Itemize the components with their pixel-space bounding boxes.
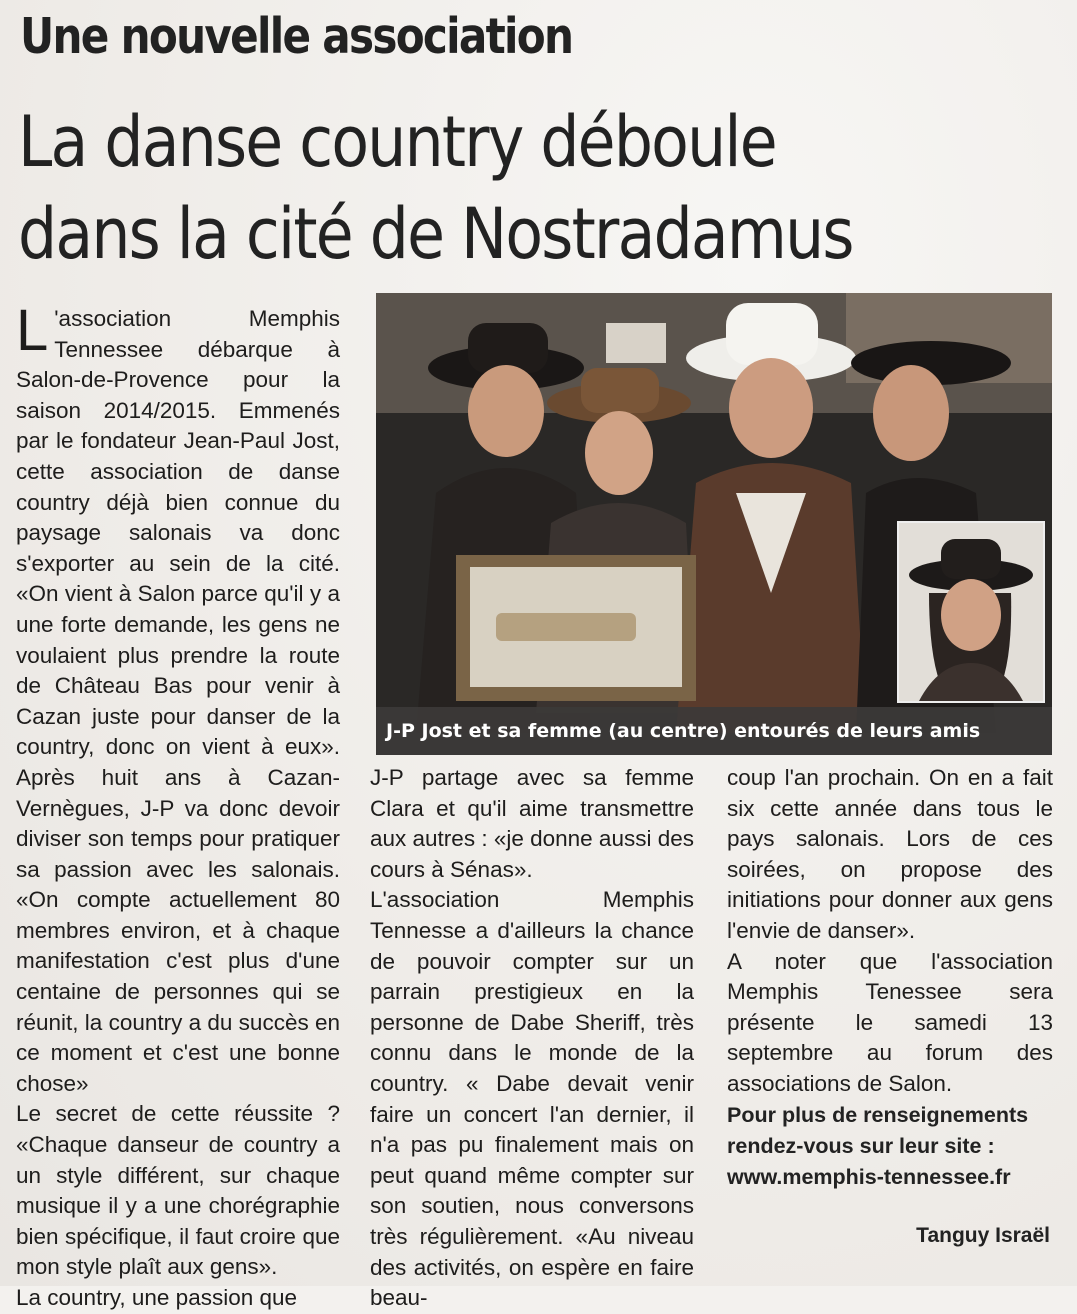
column-1-paragraph-1 bbox=[16, 298, 340, 1099]
drop-cap: L bbox=[16, 298, 49, 363]
photo-caption: J-P Jost et sa femme (au centre) entourés de leurs amis bbox=[376, 707, 1052, 755]
inset-portrait bbox=[897, 521, 1045, 703]
article-column-3 bbox=[727, 763, 1053, 1100]
column-1-text-1: 'association Memphis Tennessee débarque à Salon-de-Provence pour la saison 2014/2015. Emmenés par le fondateur Jean-Paul Jost, cette association de danse country déjà bien connue du paysage salonais va donc s'exporter au sein de la cité. «On vient à Salon parce qu'il y a une forte demande, les gens ne voulaient plus prendre la route de Château Bas pour venir à Cazan juste pour danser de la country, donc on vient à eux». Après huit ans à Cazan-Vernègues, J-P va donc devoir diviser son temps pour pratiquer sa passion avec les salonais. «On compte actuellement 80 membres environ, et à chaque manifestation c'est plus d'une centaine de personnes qui se réunit, la country a du succès en ce moment et c'est une bonne chose» bbox=[16, 306, 340, 1096]
info-line-2: rendez-vous sur leur site : bbox=[727, 1134, 995, 1158]
article-author: Tanguy Israël bbox=[916, 1224, 1050, 1247]
column-3-paragraph-1: coup l'an prochain. On en a fait six cette année dans tous le pays salonais. Lors de ces soirées, on propose des initiations pour donner aux gens l'envie de danser». bbox=[727, 765, 1053, 943]
article-column-1 bbox=[16, 298, 340, 1314]
article-column-2 bbox=[370, 763, 694, 1314]
column-2-paragraph-2: L'association Memphis Tennesse a d'ailleurs la chance de pouvoir compter sur un parrain prestigieux en la personne de Dabe Sheriff, très connu dans le monde de la country. « Dabe devait venir faire un concert l'an dernier, il n'a pas pu finalement mais on peut quand même compter sur son soutien, nous conversons très régulièrement. «Au niveau des activités, on espère en faire beau- bbox=[370, 887, 694, 1311]
article-photo bbox=[376, 293, 1052, 755]
info-line-1: Pour plus de renseignements bbox=[727, 1103, 1029, 1127]
article-kicker: Une nouvelle association bbox=[20, 8, 573, 65]
column-3-paragraph-2: A noter que l'association Memphis Tenessee sera présente le samedi 13 septembre au forum des associations de Salon. bbox=[727, 948, 1053, 1096]
info-box bbox=[727, 1100, 1057, 1193]
column-1-paragraph-3: La country, une passion que bbox=[16, 1285, 298, 1310]
headline-line-2: dans la cité de Nostradamus bbox=[18, 193, 853, 275]
website-link[interactable]: www.memphis-tennessee.fr bbox=[727, 1165, 1011, 1189]
column-2-paragraph-1: J-P partage avec sa femme Clara et qu'il aime transmettre aux autres : «je donne aussi des cours à Sénas». bbox=[370, 765, 694, 882]
article-headline bbox=[18, 96, 933, 280]
inset-portrait-illustration bbox=[899, 523, 1043, 701]
column-1-paragraph-2: Le secret de cette réussite ? «Chaque danseur de country a un style différent, sur chaque musique il y a une chorégraphie bien spécifique, il faut croire que mon style plaît aux gens». bbox=[16, 1101, 340, 1280]
headline-line-1: La danse country déboule bbox=[18, 101, 776, 183]
